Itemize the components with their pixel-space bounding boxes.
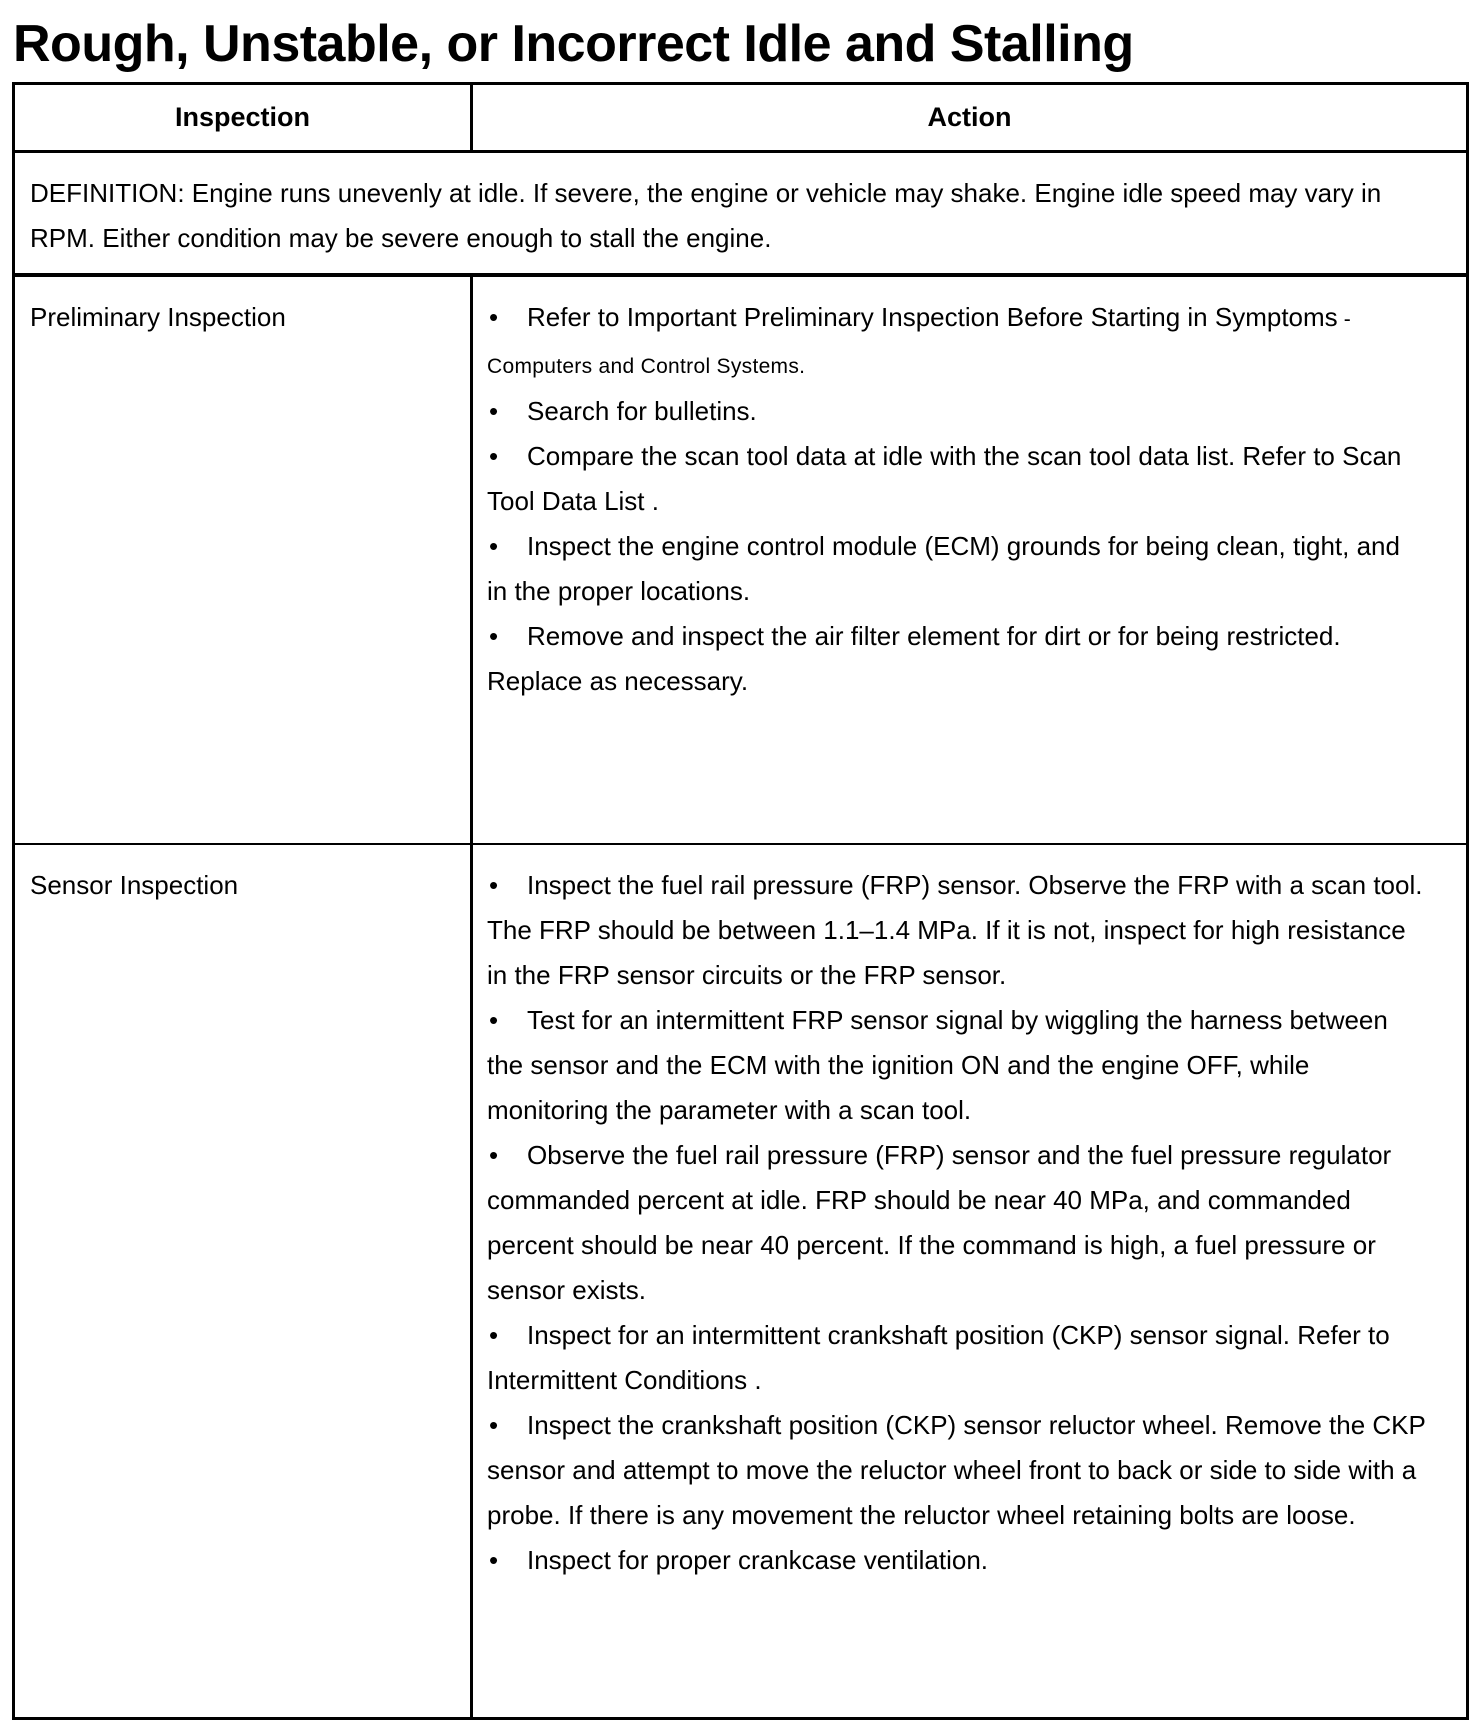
bullet-icon: • bbox=[489, 1545, 499, 1575]
action-item-text: Remove and inspect the air filter element for dirt or for being restricted. Replace as necessary. bbox=[487, 621, 1341, 696]
table-row-preliminary-inspection bbox=[15, 277, 1466, 845]
bullet-icon: • bbox=[489, 441, 499, 471]
action-item bbox=[487, 389, 1427, 434]
bullet-icon: • bbox=[489, 1140, 499, 1170]
header-inspection: Inspection bbox=[174, 102, 310, 132]
bullet-icon: • bbox=[489, 621, 499, 651]
action-item bbox=[487, 863, 1427, 998]
action-item bbox=[487, 998, 1427, 1133]
bullet-icon: • bbox=[489, 1320, 499, 1350]
row-label-preliminary-inspection: Preliminary Inspection bbox=[30, 302, 286, 332]
definition-text: DEFINITION: Engine runs unevenly at idle. If severe, the engine or vehicle may shake. Engine idle speed may vary in RPM. Either condition may be severe enough to stall the engine. bbox=[30, 178, 1382, 253]
action-item bbox=[487, 1403, 1427, 1538]
action-item-text: Inspect the crankshaft position (CKP) sensor reluctor wheel. Remove the CKP sensor and attempt to move the reluctor wheel front to back or side to side with a probe. If there is any movement the reluctor wheel retaining bolts are loose. bbox=[487, 1410, 1426, 1530]
definition-row bbox=[15, 153, 1466, 277]
bullet-icon: • bbox=[489, 870, 499, 900]
action-item bbox=[487, 1538, 1427, 1583]
body-column-divider bbox=[470, 277, 473, 1720]
bullet-icon: • bbox=[489, 302, 499, 332]
bullet-icon: • bbox=[489, 1410, 499, 1440]
action-item bbox=[487, 524, 1427, 614]
bullet-icon: • bbox=[489, 531, 499, 561]
action-item bbox=[487, 295, 1427, 389]
action-item bbox=[487, 614, 1427, 704]
table-header-row bbox=[15, 85, 1466, 153]
action-cell-preliminary-inspection bbox=[487, 295, 1427, 704]
table-row-sensor-inspection bbox=[15, 845, 1466, 1720]
action-item-text: Test for an intermittent FRP sensor signal by wiggling the harness between the sensor and the ECM with the ignition ON and the engine OFF, while monitoring the parameter with a scan tool. bbox=[487, 1005, 1388, 1125]
row-label-sensor-inspection: Sensor Inspection bbox=[30, 870, 239, 900]
action-item bbox=[487, 1133, 1427, 1313]
bullet-icon: • bbox=[489, 396, 499, 426]
header-column-divider bbox=[470, 85, 473, 150]
action-item-text: Observe the fuel rail pressure (FRP) sensor and the fuel pressure regulator commanded percent at idle. FRP should be near 40 MPa, and commanded percent should be near 40 percent. If the command is high, a fuel pressure or sensor exists. bbox=[487, 1140, 1392, 1305]
action-item-text: Inspect for proper crankcase ventilation. bbox=[527, 1545, 989, 1575]
bullet-icon: • bbox=[489, 1005, 499, 1035]
header-action: Action bbox=[927, 102, 1012, 132]
action-item bbox=[487, 434, 1427, 524]
action-cell-sensor-inspection bbox=[487, 863, 1427, 1583]
action-item-text: Search for bulletins. bbox=[527, 396, 757, 426]
action-item-text: Inspect for an intermittent crankshaft position (CKP) sensor signal. Refer to Intermittent Conditions . bbox=[487, 1320, 1390, 1395]
action-item bbox=[487, 1313, 1427, 1403]
diagnostic-table bbox=[12, 82, 1469, 1720]
action-item-text: Refer to Important Preliminary Inspection Before Starting in Symptoms bbox=[527, 302, 1338, 332]
page-title: Rough, Unstable, or Incorrect Idle and Stalling bbox=[13, 15, 1134, 73]
action-item-subtext: - Computers and Control Systems. bbox=[487, 308, 1352, 378]
action-item-text: Compare the scan tool data at idle with the scan tool data list. Refer to Scan Tool Data List . bbox=[487, 441, 1402, 516]
action-item-text: Inspect the engine control module (ECM) grounds for being clean, tight, and in the proper locations. bbox=[487, 531, 1400, 606]
action-item-text: Inspect the fuel rail pressure (FRP) sensor. Observe the FRP with a scan tool. The FRP should be between 1.1–1.4 MPa. If it is not, inspect for high resistance in the FRP sensor circuits or the FRP sensor. bbox=[487, 870, 1423, 990]
